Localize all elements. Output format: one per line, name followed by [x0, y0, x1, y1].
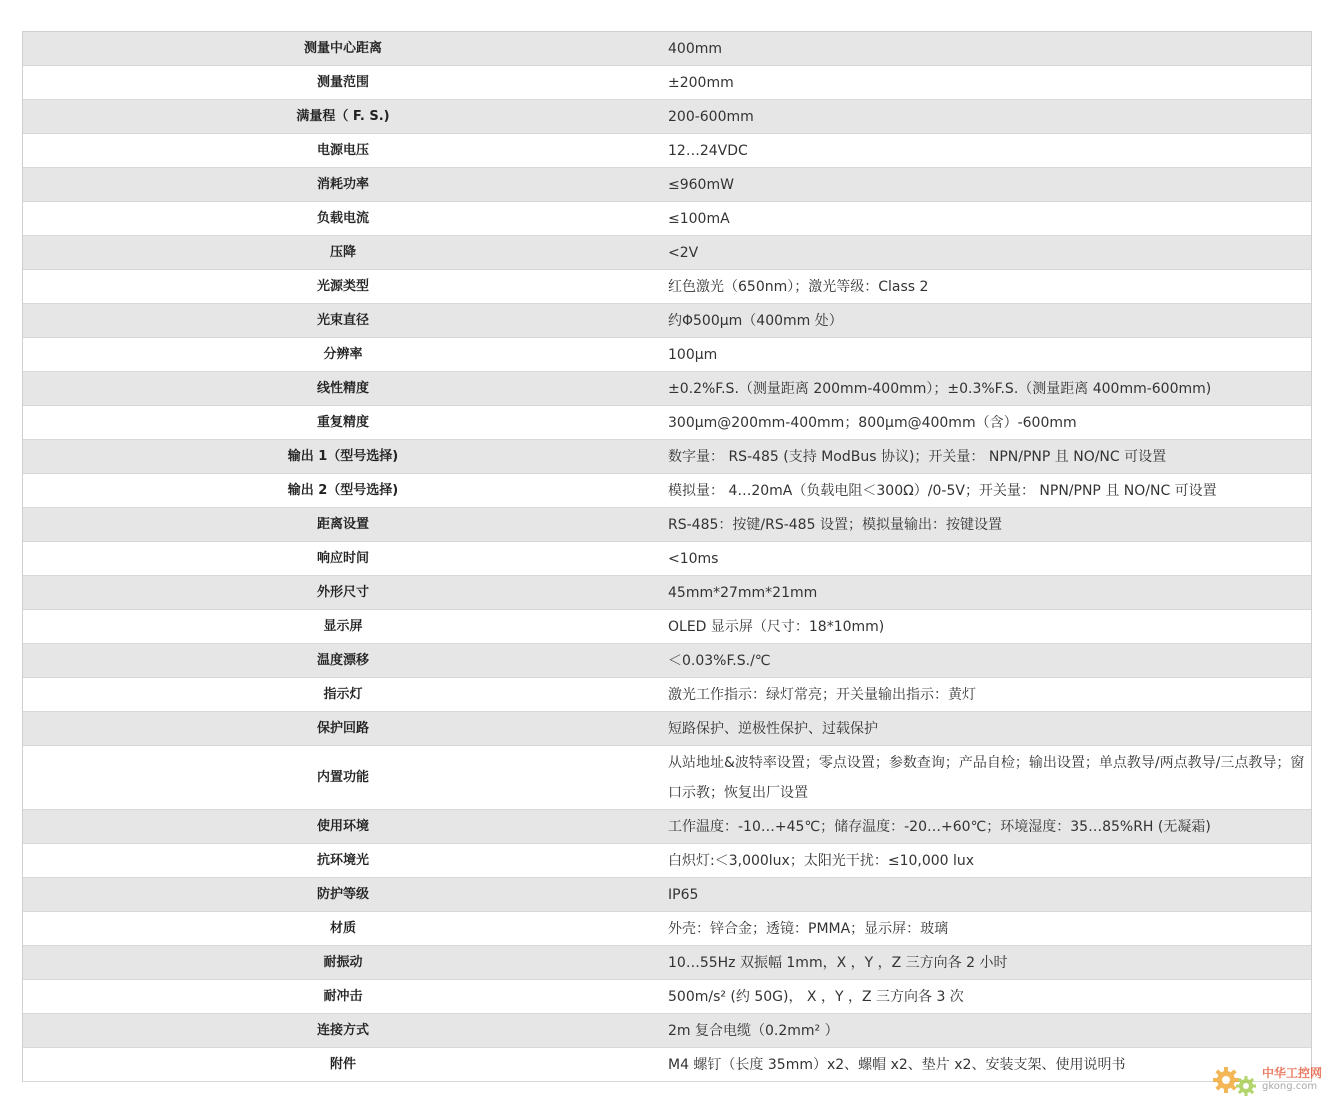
- watermark: [1208, 1056, 1322, 1100]
- spec-value: RS-485：按键/RS-485 设置；模拟量输出：按键设置: [668, 516, 1002, 533]
- table-row: [23, 644, 1311, 678]
- table-row: [23, 168, 1311, 202]
- table-row: [23, 338, 1311, 372]
- spec-value: OLED 显示屏（尺寸：18*10mm): [668, 618, 885, 635]
- gear-icon: [1208, 1056, 1268, 1100]
- spec-label: 显示屏: [323, 618, 363, 634]
- spec-label: 测量中心距离: [303, 40, 382, 56]
- spec-label: 温度漂移: [316, 652, 369, 668]
- table-row: [23, 610, 1311, 644]
- spec-value: 激光工作指示：绿灯常亮；开关量输出指示：黄灯: [668, 686, 976, 703]
- table-row: [23, 912, 1311, 946]
- spec-label: 电源电压: [316, 142, 369, 158]
- spec-value: ±200mm: [668, 74, 734, 91]
- spec-label: 分辨率: [323, 346, 363, 362]
- spec-value: 红色激光（650nm）；激光等级：Class 2: [668, 278, 929, 295]
- spec-value: 200-600mm: [668, 108, 754, 125]
- spec-label: 压降: [329, 244, 356, 260]
- spec-label: 附件: [329, 1056, 356, 1072]
- spec-label: 材质: [329, 920, 356, 936]
- spec-label: 使用环境: [316, 818, 369, 834]
- spec-value: <10ms: [668, 550, 719, 567]
- table-row: [23, 202, 1311, 236]
- watermark-name: 中华工控网: [1261, 1066, 1322, 1080]
- table-row: [23, 1014, 1311, 1048]
- spec-label: 距离设置: [316, 516, 369, 532]
- spec-value: ±0.2%F.S.（测量距离 200mm-400mm）；±0.3%F.S.（测量距离 400mm-600mm): [668, 380, 1212, 397]
- spec-label: 输出 2（型号选择): [287, 482, 399, 498]
- table-row: [23, 810, 1311, 844]
- spec-value: 100μm: [668, 346, 718, 363]
- table-row: [23, 440, 1311, 474]
- table-row: [23, 980, 1311, 1014]
- spec-label: 消耗功率: [316, 176, 369, 192]
- spec-label: 响应时间: [316, 550, 369, 566]
- spec-label: 满量程（ F. S.): [296, 108, 390, 124]
- spec-value: 500m/s² (约 50G)， X ，Y ，Z 三方向各 3 次: [668, 988, 964, 1005]
- spec-label: 耐振动: [323, 954, 363, 970]
- spec-label: 指示灯: [323, 686, 363, 702]
- spec-table: [22, 31, 1312, 1082]
- spec-value: 数字量： RS-485 (支持 ModBus 协议)；开关量： NPN/PNP 且 NO/NC 可设置: [668, 448, 1167, 465]
- spec-value: 10…55Hz 双振幅 1mm，X ，Y ，Z 三方向各 2 小时: [668, 954, 1008, 971]
- spec-label: 线性精度: [316, 380, 369, 396]
- table-row: [23, 100, 1311, 134]
- table-row: [23, 712, 1311, 746]
- spec-value: 约Φ500μm（400mm 处）: [668, 312, 843, 329]
- table-row: [23, 406, 1311, 440]
- spec-value: ≤100mA: [668, 210, 730, 227]
- spec-value: <2V: [668, 244, 699, 261]
- spec-label: 外形尺寸: [316, 584, 369, 600]
- table-row: [23, 576, 1311, 610]
- spec-label: 光源类型: [316, 278, 369, 294]
- spec-label: 耐冲击: [323, 988, 363, 1004]
- table-row: [23, 236, 1311, 270]
- table-row: [23, 878, 1311, 912]
- spec-label: 防护等级: [316, 886, 369, 902]
- spec-label: 负载电流: [316, 210, 369, 226]
- table-row: [23, 66, 1311, 100]
- table-row: [23, 678, 1311, 712]
- spec-label: 光束直径: [316, 312, 369, 328]
- table-row: [23, 270, 1311, 304]
- spec-value: 模拟量： 4…20mA（负载电阻＜300Ω）/0-5V；开关量： NPN/PNP 且 NO/NC 可设置: [668, 482, 1217, 499]
- spec-value: 300μm@200mm-400mm；800μm@400mm（含）-600mm: [668, 414, 1077, 431]
- spec-value: 2m 复合电缆（0.2mm² ）: [668, 1022, 839, 1039]
- spec-value: 12…24VDC: [668, 142, 748, 159]
- spec-label: 测量范围: [316, 74, 369, 90]
- spec-label: 重复精度: [316, 414, 369, 430]
- table-row: [23, 134, 1311, 168]
- spec-value: 短路保护、逆极性保护、过载保护: [668, 720, 878, 737]
- spec-value: 白炽灯:＜3,000lux；太阳光干扰：≤10,000 lux: [668, 852, 975, 869]
- table-row: [23, 474, 1311, 508]
- spec-value: M4 螺钉（长度 35mm）x2、螺帽 x2、垫片 x2、安装支架、使用说明书: [668, 1056, 1126, 1073]
- table-row: [23, 746, 1311, 810]
- spec-value: ＜0.03%F.S./℃: [668, 652, 771, 669]
- spec-label: 连接方式: [316, 1022, 369, 1038]
- table-row: [23, 844, 1311, 878]
- table-row: [23, 946, 1311, 980]
- watermark-url: gkong.com: [1261, 1081, 1318, 1092]
- spec-value: 从站地址&波特率设置；零点设置；参数查询；产品自检；输出设置；单点教导/两点教导/三点教导；窗口示教；恢复出厂设置: [668, 754, 1305, 801]
- table-row: [23, 304, 1311, 338]
- table-row: [23, 372, 1311, 406]
- spec-value: ≤960mW: [668, 176, 734, 193]
- spec-label: 抗环境光: [316, 852, 369, 868]
- spec-label: 内置功能: [316, 769, 369, 785]
- table-row: [23, 508, 1311, 542]
- spec-value: 45mm*27mm*21mm: [668, 584, 818, 601]
- spec-value: IP65: [668, 886, 699, 903]
- table-row: [23, 32, 1311, 66]
- spec-value: 400mm: [668, 40, 722, 57]
- spec-label: 输出 1（型号选择): [287, 448, 399, 464]
- spec-value: 工作温度：-10…+45℃；储存温度：-20…+60℃；环境湿度：35…85%RH (无凝霜): [668, 818, 1211, 835]
- table-row: [23, 1048, 1311, 1082]
- spec-value: 外壳：锌合金；透镜：PMMA；显示屏：玻璃: [668, 920, 949, 937]
- spec-label: 保护回路: [316, 720, 369, 736]
- table-row: [23, 542, 1311, 576]
